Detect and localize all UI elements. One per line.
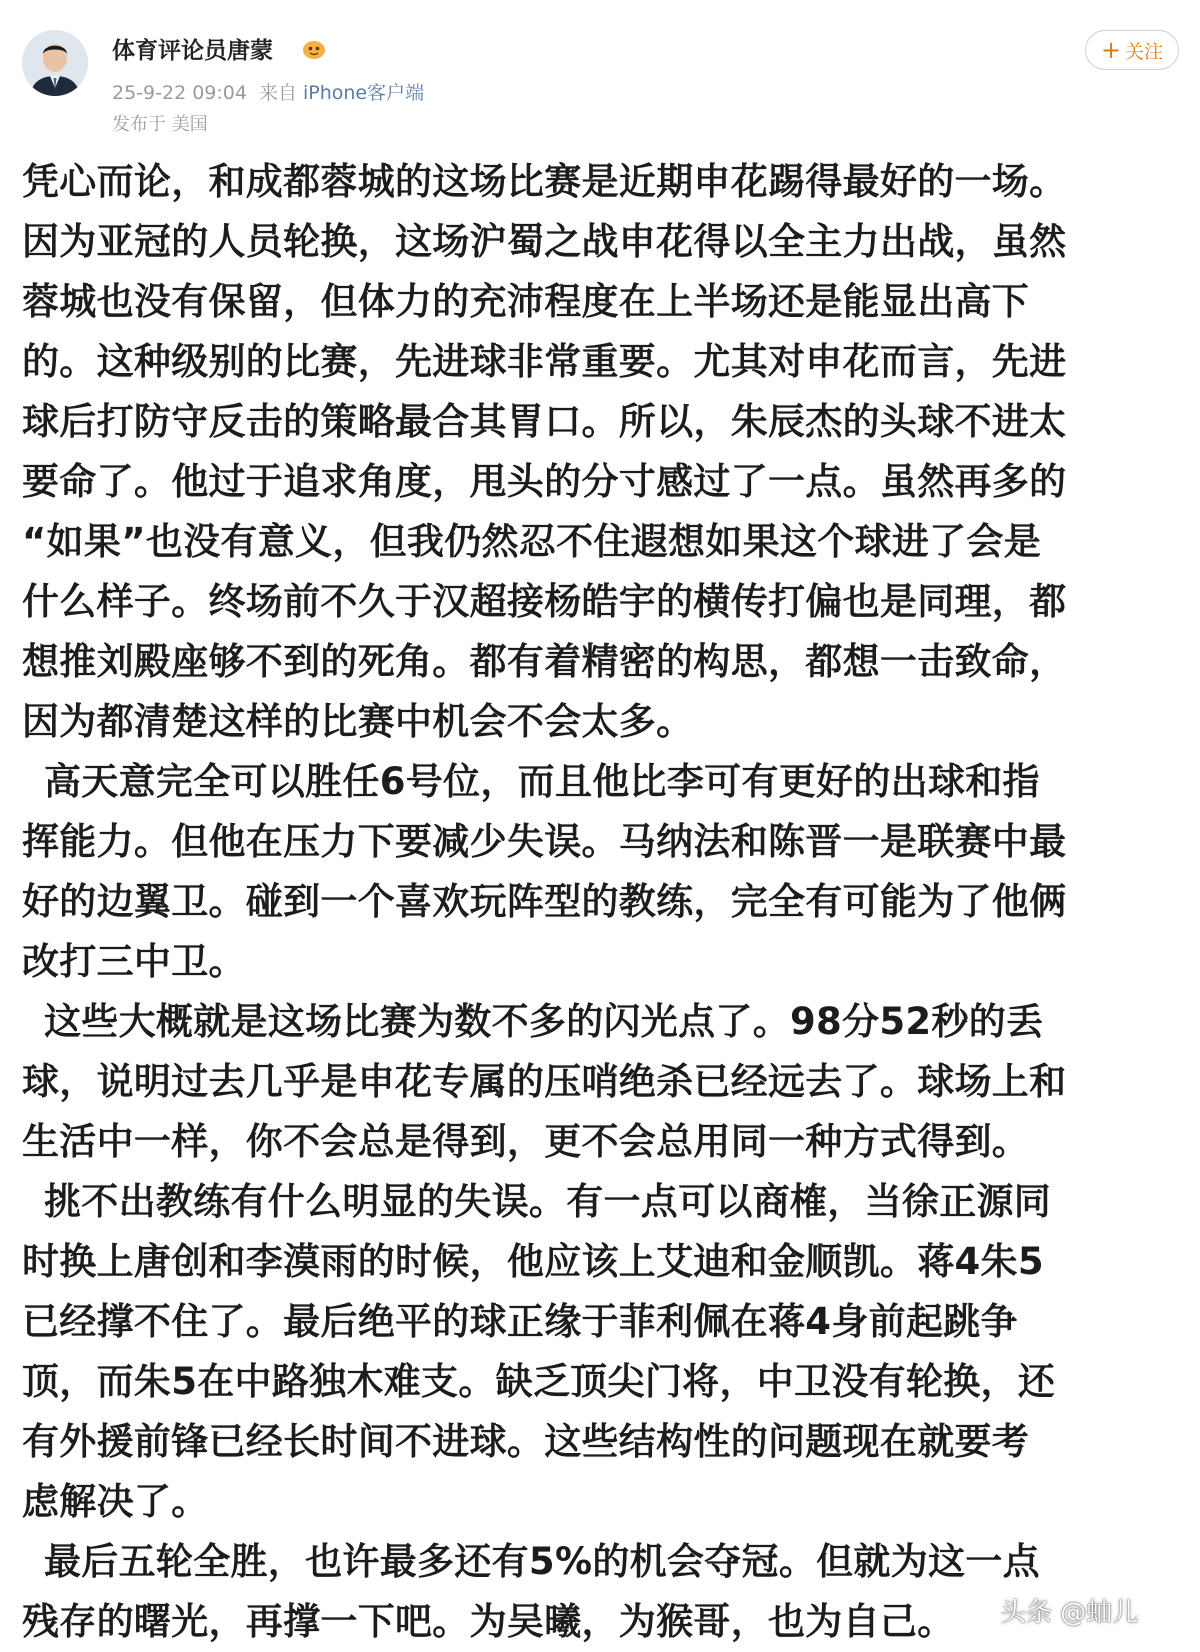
body-line: “如果”也没有意义，但我仍然忍不住遐想如果这个球进了会是	[22, 520, 1042, 563]
post-timestamp: 25-9-22 09:04	[112, 82, 247, 104]
body-line: 改打三中卫。	[22, 940, 246, 983]
follow-label: 关注	[1125, 40, 1164, 63]
body-line: 凭心而论，和成都蓉城的这场比赛是近期申花踢得最好的一场。	[22, 160, 1067, 203]
avatar[interactable]	[22, 30, 88, 96]
body-line: 时换上唐创和李漠雨的时候，他应该上艾迪和金顺凯。蒋4朱5	[22, 1240, 1044, 1283]
body-line: 球后打防守反击的策略最合其胃口。所以，朱辰杰的头球不进太	[22, 400, 1067, 443]
post-header	[0, 0, 1200, 148]
verified-badge-icon	[302, 38, 326, 60]
body-line: 挑不出教练有什么明显的失误。有一点可以商榷，当徐正源同	[44, 1180, 1052, 1223]
source-client[interactable]: iPhone客户端	[302, 82, 425, 104]
body-line: 想推刘殿座够不到的死角。都有着精密的构思，都想一击致命，	[22, 640, 1067, 683]
plus-icon: +	[1100, 36, 1122, 64]
source-prefix: 来自	[258, 82, 297, 104]
body-line: 挥能力。但他在压力下要减少失误。马纳法和陈晋一是联赛中最	[22, 820, 1067, 863]
post-meta	[112, 78, 424, 105]
body-line: 球，说明过去几乎是申花专属的压哨绝杀已经远去了。球场上和	[22, 1060, 1067, 1103]
avatar-portrait-icon	[22, 30, 88, 96]
post-location: 发布于 美国	[112, 114, 208, 135]
body-line: 的。这种级别的比赛，先进球非常重要。尤其对申花而言，先进	[22, 340, 1067, 383]
body-line: 残存的曙光，再撑一下吧。为吴曦，为猴哥，也为自己。	[22, 1600, 955, 1643]
body-line: 高天意完全可以胜任6号位，而且他比李可有更好的出球和指	[44, 760, 1040, 803]
body-line: 这些大概就是这场比赛为数不多的闪光点了。98分52秒的丢	[44, 1000, 1044, 1043]
body-line: 生活中一样，你不会总是得到，更不会总用同一种方式得到。	[22, 1120, 1030, 1163]
body-line: 顶，而朱5在中路独木难支。缺乏顶尖门将，中卫没有轮换，还	[22, 1360, 1056, 1403]
body-line: 虑解决了。	[22, 1480, 209, 1523]
body-line: 最后五轮全胜，也许最多还有5%的机会夺冠。但就为这一点	[44, 1540, 1040, 1583]
body-line: 因为都清楚这样的比赛中机会不会太多。	[22, 700, 694, 743]
body-line: 有外援前锋已经长时间不进球。这些结构性的问题现在就要考	[22, 1420, 1030, 1463]
body-line: 蓉城也没有保留，但体力的充沛程度在上半场还是能显出高下	[22, 280, 1030, 323]
post-body	[22, 152, 1182, 1652]
body-line: 要命了。他过于追求角度，甩头的分寸感过了一点。虽然再多的	[22, 460, 1067, 503]
body-line: 好的边翼卫。碰到一个喜欢玩阵型的教练，完全有可能为了他俩	[22, 880, 1067, 923]
author-name[interactable]: 体育评论员唐蒙	[112, 38, 273, 64]
body-line: 因为亚冠的人员轮换，这场沪蜀之战申花得以全主力出战，虽然	[22, 220, 1067, 263]
body-line: 什么样子。终场前不久于汉超接杨皓宇的横传打偏也是同理，都	[22, 580, 1067, 623]
body-line: 已经撑不住了。最后绝平的球正缘于菲利佩在蒋4身前起跳争	[22, 1300, 1018, 1343]
follow-button[interactable]	[1085, 30, 1179, 70]
watermark: 头条 @蚰儿	[1000, 1598, 1139, 1628]
